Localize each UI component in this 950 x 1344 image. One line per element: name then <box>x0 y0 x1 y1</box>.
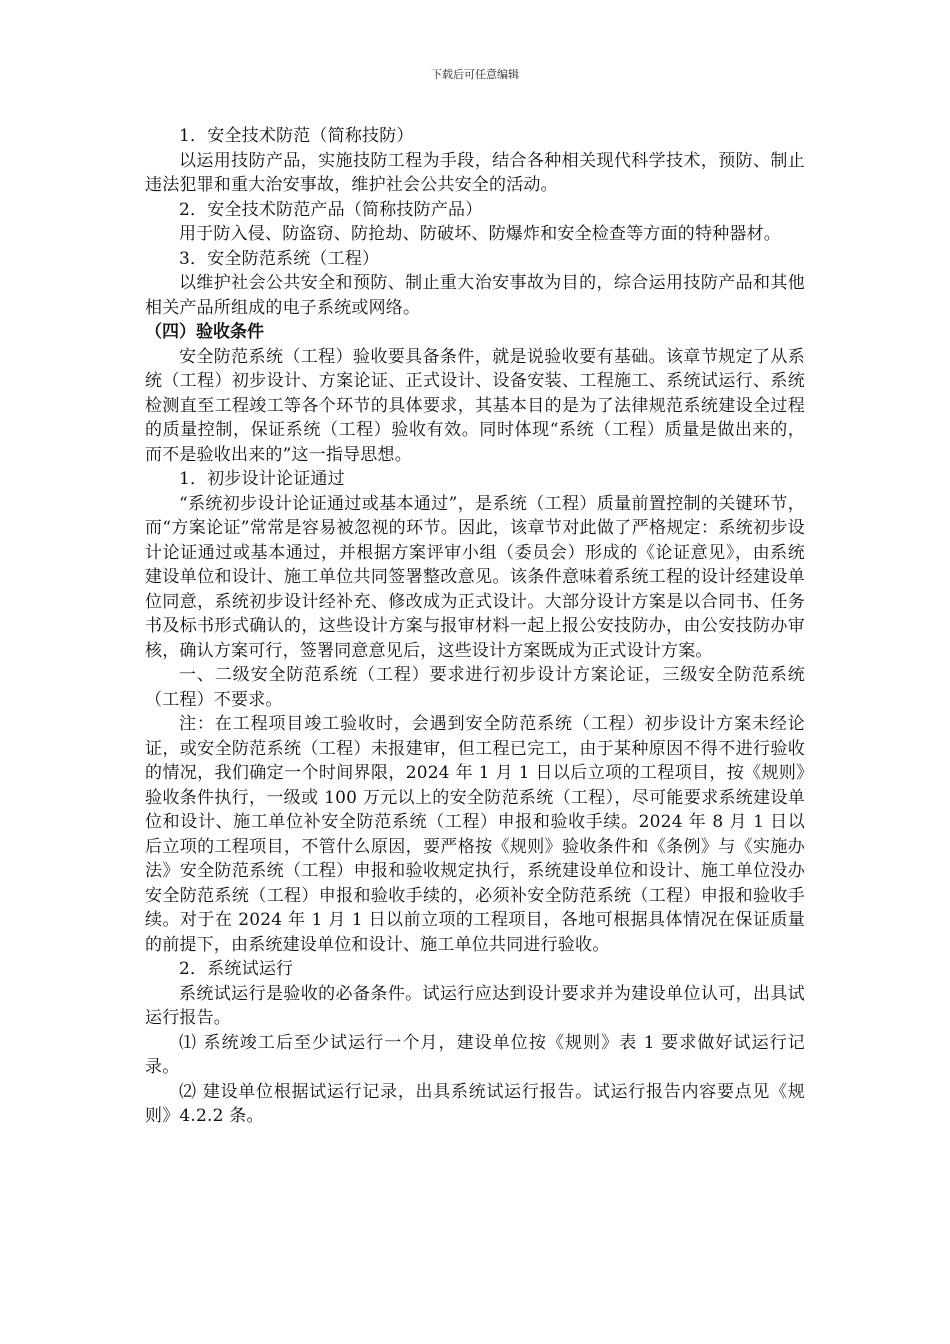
paragraph-acceptance-intro: 安全防范系统（工程）验收要具备条件，就是说验收要有基础。该章节规定了从系统（工程）初步设计、方案论证、正式设计、设备安装、工程施工、系统试运行、系统检测直至工程竣工等各个环节的具体要求，其基本目的是为了法律规范系统建设全过程的质量控制，保证系统（工程）验收有效。同时体现“系统（工程）质量是做出来的，而不是验收出来的”这一指导思想。 <box>145 346 805 465</box>
paragraph-preliminary-design: “系统初步设计论证通过或基本通过”，是系统（工程）质量前置控制的关键环节，而“方案论证”常常是容易被忽视的环节。因此，该章节对此做了严格规定：系统初步设计论证通过或基本通过，并根据方案评审小组（委员会）形成的《论证意见》，由系统建设单位和设计、施工单位共同签署整改意见。该条件意味着系统工程的设计经建设单位同意，系统初步设计经补充、修改成为正式设计。大部分设计方案是以合同书、任务书及标书形式确认的，这些设计方案与报审材料一起上报公安技防办，由公安技防办审核，确认方案可行，签署同意意见后，这些设计方案既成为正式设计方案。 <box>145 493 805 661</box>
paragraph-tech-prevention-definition: 以运用技防产品，实施技防工程为手段，结合各种相关现代科学技术，预防、制止违法犯罪和重大治安事故，维护社会公共安全的活动。 <box>145 150 805 195</box>
paragraph-level-requirement: 一、二级安全防范系统（工程）要求进行初步设计方案论证，三级安全防范系统（工程）不要求。 <box>145 665 805 710</box>
section-heading-acceptance-conditions: （四）验收条件 <box>145 322 264 342</box>
paragraph-trial-run: 系统试运行是验收的必备条件。试运行应达到设计要求并为建设单位认可，出具试运行报告。 <box>145 983 805 1028</box>
paragraph-security-system-definition: 以维护社会公共安全和预防、制止重大治安事故为目的，综合运用技防产品和其他相关产品所组成的电子系统或网络。 <box>145 273 805 318</box>
paragraph-products-definition: 用于防入侵、防盗窃、防抢劫、防破坏、防爆炸和安全检查等方面的特种器材。 <box>179 224 781 244</box>
page-header: 下载后可任意编辑 <box>431 68 519 81</box>
subheading-tech-prevention-products: 2．安全技术防范产品（简称技防产品） <box>179 199 483 220</box>
document-body <box>145 124 805 1129</box>
subheading-security-system: 3．安全防范系统（工程） <box>179 248 380 269</box>
subheading-preliminary-design: 1．初步设计论证通过 <box>179 469 345 489</box>
subheading-tech-prevention: 1．安全技术防范（简称技防） <box>179 126 414 146</box>
paragraph-note: 注：在工程项目竣工验收时，会遇到安全防范系统（工程）初步设计方案未经论证，或安全防范系统（工程）未报建审，但工程已完工，由于某种原因不得不进行验收的情况，我们确定一个时间界限，2024 年 1 月 1 日以后立项的工程项目，按《规则》验收条件执行，一级或 100 万元以上的安全防范系统（工程），尽可能要求系统建设单位和设计、施工单位补安全防范系统（工程）申报和验收手续。2024 年 8 月 1 日以后立项的工程项目，不管什么原因，要严格按《规则》验收条件和《条例》与《实施办法》安全防范系统（工程）申报和验收规定执行，系统建设单位和设计、施工单位没办安全防范系统（工程）申报和验收手续的，必须补安全防范系统（工程）申报和验收手续。对于在 2024 年 1 月 1 日以前立项的工程项目，各地可根据具体情况在保证质量的前提下，由系统建设单位和设计、施工单位共同进行验收。 <box>145 714 805 955</box>
list-item-trial-run-1: ⑴ 系统竣工后至少试运行一个月，建设单位按《规则》表 1 要求做好试运行记录。 <box>145 1032 805 1077</box>
list-item-trial-run-2: ⑵ 建设单位根据试运行记录，出具系统试运行报告。试运行报告内容要点见《规则》4.2.2 条。 <box>145 1081 805 1126</box>
subheading-trial-run: 2．系统试运行 <box>179 959 294 979</box>
